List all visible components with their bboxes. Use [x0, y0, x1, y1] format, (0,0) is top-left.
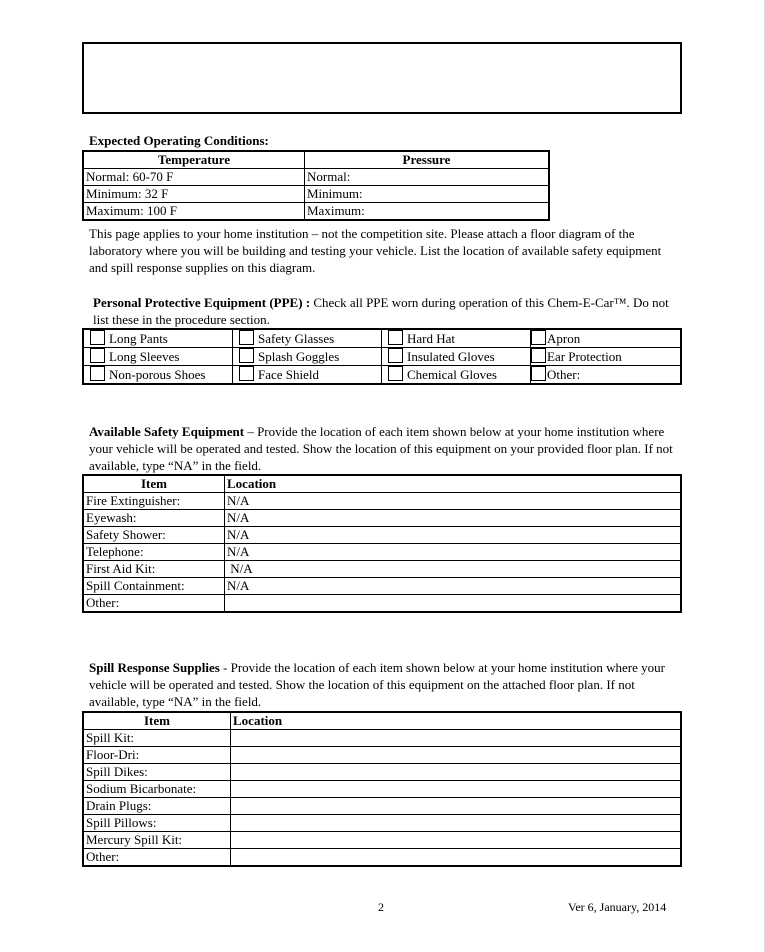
table-row — [83, 561, 681, 578]
table-row — [83, 186, 549, 203]
location-cell[interactable] — [231, 815, 682, 832]
ppe-label: Long Sleeves — [109, 349, 180, 364]
item-cell: Sodium Bicarbonate: — [83, 781, 231, 798]
item-cell: Other: — [83, 849, 231, 867]
location-cell[interactable] — [231, 798, 682, 815]
version-label: Ver 6, January, 2014 — [568, 900, 667, 914]
checkbox-non-porous-shoes[interactable] — [90, 366, 105, 381]
location-cell[interactable] — [225, 595, 682, 613]
table-row — [83, 832, 681, 849]
location-header: Location — [231, 712, 682, 730]
ppe-label: Face Shield — [258, 367, 320, 382]
checkbox-insulated-gloves[interactable] — [388, 348, 403, 363]
location-header: Location — [225, 475, 682, 493]
conditions-table — [82, 150, 550, 221]
table-row — [83, 781, 681, 798]
location-cell[interactable] — [231, 747, 682, 764]
ppe-label: Ear Protection — [547, 349, 622, 364]
ppe-label: Splash Goggles — [258, 349, 340, 364]
page-number: 2 — [378, 900, 384, 914]
location-cell[interactable]: N/A — [225, 561, 682, 578]
temperature-header: Temperature — [83, 151, 305, 169]
table-row — [83, 366, 681, 385]
checkbox-other[interactable] — [531, 366, 546, 381]
location-cell[interactable]: N/A — [225, 578, 682, 595]
item-cell: Telephone: — [83, 544, 225, 561]
item-cell: Other: — [83, 595, 225, 613]
table-row — [83, 747, 681, 764]
item-cell: Mercury Spill Kit: — [83, 832, 231, 849]
safety-equipment-table — [82, 474, 682, 613]
header-box[interactable] — [82, 42, 682, 114]
table-row — [83, 493, 681, 510]
ppe-label: Safety Glasses — [258, 331, 335, 346]
ppe-label: Apron — [547, 331, 581, 346]
temperature-minimum[interactable]: Minimum: 32 F — [83, 186, 305, 203]
checkbox-hard-hat[interactable] — [388, 330, 403, 345]
location-cell[interactable]: N/A — [225, 510, 682, 527]
ppe-label: Other: — [547, 367, 581, 382]
checkbox-safety-glasses[interactable] — [239, 330, 254, 345]
ppe-label: Non-porous Shoes — [109, 367, 206, 382]
checkbox-long-pants[interactable] — [90, 330, 105, 345]
spill-title: Spill Response Supplies — [89, 660, 220, 675]
table-row — [83, 510, 681, 527]
table-row — [83, 203, 549, 221]
checkbox-splash-goggles[interactable] — [239, 348, 254, 363]
spill-instructions: - Provide the location of each item shown below at your home institution where your vehicle will be operated and tested. Show the location of this equipment on the attached floor plan. If not available, type “NA” in the field. — [89, 660, 665, 709]
location-cell[interactable] — [231, 764, 682, 781]
pressure-maximum[interactable]: Maximum: — [305, 203, 550, 221]
ppe-instructions: Check all PPE worn during operation of this Chem-E-Car™. Do not list these in the procedure section. — [93, 295, 669, 327]
item-cell: Safety Shower: — [83, 527, 225, 544]
checkbox-ear-protection[interactable] — [531, 348, 546, 363]
table-row — [83, 764, 681, 781]
pressure-normal[interactable]: Normal: — [305, 169, 550, 186]
table-row — [83, 578, 681, 595]
location-cell[interactable] — [231, 730, 682, 747]
item-cell: Spill Dikes: — [83, 764, 231, 781]
item-cell: First Aid Kit: — [83, 561, 225, 578]
pressure-minimum[interactable]: Minimum: — [305, 186, 550, 203]
checkbox-apron[interactable] — [531, 330, 546, 345]
ppe-label: Long Pants — [109, 331, 168, 346]
spill-supplies-table — [82, 711, 682, 867]
table-row — [83, 329, 681, 348]
item-cell: Spill Kit: — [83, 730, 231, 747]
ppe-table — [82, 328, 682, 385]
location-cell[interactable] — [231, 781, 682, 798]
ppe-label: Hard Hat — [407, 331, 456, 346]
item-cell: Floor-Dri: — [83, 747, 231, 764]
table-row — [83, 595, 681, 613]
item-header: Item — [83, 712, 231, 730]
table-row — [83, 544, 681, 561]
ppe-label: Chemical Gloves — [407, 367, 497, 382]
table-row — [83, 815, 681, 832]
location-cell[interactable]: N/A — [225, 527, 682, 544]
checkbox-chemical-gloves[interactable] — [388, 366, 403, 381]
item-cell: Fire Extinguisher: — [83, 493, 225, 510]
item-header: Item — [83, 475, 225, 493]
ppe-title: Personal Protective Equipment (PPE) : — [93, 295, 311, 310]
checkbox-face-shield[interactable] — [239, 366, 254, 381]
table-row — [83, 849, 681, 867]
site-note: This page applies to your home institution – not the competition site. Please attach a floor diagram of the laboratory where you will be building and testing your vehicle. List the location of available safety equipment and spill response supplies on this diagram. — [89, 226, 662, 275]
ppe-label: Insulated Gloves — [407, 349, 495, 364]
item-cell: Drain Plugs: — [83, 798, 231, 815]
table-row — [83, 730, 681, 747]
location-cell[interactable] — [231, 849, 682, 867]
safety-instructions: – Provide the location of each item shown below at your home institution where your vehicle will be operated and tested. Show the location of this equipment on your provided floor plan. If not available, type “NA” in the field. — [89, 424, 673, 473]
safety-heading — [89, 423, 679, 474]
location-cell[interactable]: N/A — [225, 544, 682, 561]
conditions-title: Expected Operating Conditions: — [89, 133, 269, 148]
temperature-normal[interactable]: Normal: 60-70 F — [83, 169, 305, 186]
table-row — [83, 169, 549, 186]
table-row — [83, 348, 681, 366]
location-cell[interactable]: N/A — [225, 493, 682, 510]
spill-heading — [89, 659, 679, 710]
item-cell: Spill Containment: — [83, 578, 225, 595]
pressure-header: Pressure — [305, 151, 550, 169]
table-row — [83, 527, 681, 544]
temperature-maximum[interactable]: Maximum: 100 F — [83, 203, 305, 221]
item-cell: Eyewash: — [83, 510, 225, 527]
safety-title: Available Safety Equipment — [89, 424, 245, 439]
table-row — [83, 798, 681, 815]
ppe-heading — [93, 294, 673, 328]
checkbox-long-sleeves[interactable] — [90, 348, 105, 363]
location-cell[interactable] — [231, 832, 682, 849]
item-cell: Spill Pillows: — [83, 815, 231, 832]
